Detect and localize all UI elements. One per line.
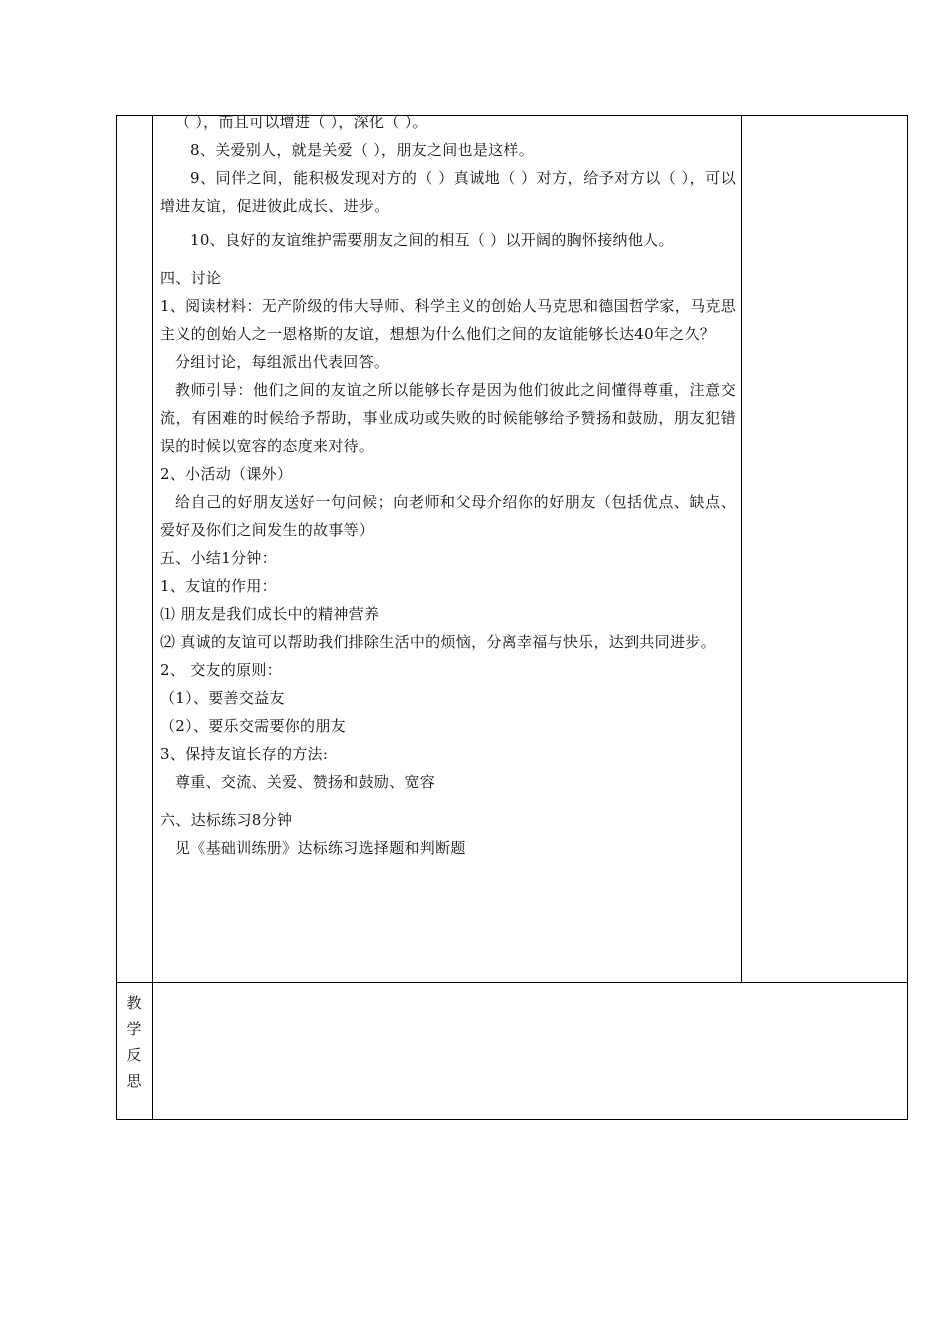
text-line: 9、同伴之间，能积极发现对方的（ ）真诚地（ ）对方，给予对方以（ ），可以增进友谊，促进彼此成长、进步。 bbox=[160, 169, 736, 215]
table-divider-left-column bbox=[152, 115, 153, 1120]
text-line: 3、保持友谊长存的方法: bbox=[160, 745, 329, 763]
table-border-bottom bbox=[116, 1119, 908, 1120]
table-row-divider bbox=[116, 982, 908, 983]
label-char: 学 bbox=[126, 1020, 142, 1038]
text-line: 2、 交友的原则： bbox=[160, 661, 283, 679]
label-char: 反 bbox=[126, 1046, 142, 1064]
text-line: 给自己的好朋友送好一句问候；向老师和父母介绍你的好朋友（包括优点、缺点、爱好及你们之间发生的故事等） bbox=[160, 493, 736, 539]
text-line: ⑵ 真诚的友谊可以帮助我们排除生活中的烦恼，分离幸福与快乐，达到共同进步。 bbox=[160, 633, 716, 651]
text-line: 10、良好的友谊维护需要朋友之间的相互（ ）以开阔的胸怀接纳他人。 bbox=[190, 231, 674, 249]
table-border-left bbox=[116, 115, 117, 1120]
section-heading: 五、小结1分钟： bbox=[160, 549, 277, 567]
text-line: （2）、要乐交需要你的朋友 bbox=[160, 717, 346, 735]
text-line: 1、友谊的作用： bbox=[160, 577, 277, 595]
text-line: （ ），而且可以增进（ ），深化（ ）。 bbox=[175, 113, 428, 131]
table-border-right bbox=[907, 115, 908, 1120]
text-line: （1）、要善交益友 bbox=[160, 689, 285, 707]
section-heading: 六、达标练习8分钟 bbox=[160, 811, 293, 829]
text-line: 2、小活动（课外） bbox=[160, 465, 293, 483]
table-divider-notes-column bbox=[741, 115, 742, 983]
text-line: 8、关爱别人，就是关爱（ ），朋友之间也是这样。 bbox=[190, 141, 535, 159]
text-line: ⑴ 朋友是我们成长中的精神营养 bbox=[160, 605, 380, 623]
text-line: 见《基础训练册》达标练习选择题和判断题 bbox=[175, 839, 466, 857]
label-char: 思 bbox=[126, 1072, 142, 1090]
text-line: 1、阅读材料：无产阶级的伟大导师、科学主义的创始人马克思和德国哲学家，马克思主义的创始人之一恩格斯的友谊，想想为什么他们之间的友谊能够长达40年之久？ bbox=[160, 297, 736, 343]
text-line: 教师引导：他们之间的友谊之所以能够长存是因为他们彼此之间懂得尊重，注意交流，有困难的时候给予帮助，事业成功或失败的时候能够给予赞扬和鼓励，朋友犯错误的时候以宽容的态度来对待。 bbox=[160, 381, 736, 455]
label-char: 教 bbox=[126, 994, 142, 1012]
section-heading: 四、讨论 bbox=[160, 269, 222, 287]
text-line: 尊重、交流、关爱、赞扬和鼓励、宽容 bbox=[175, 773, 436, 791]
text-line: 分组讨论，每组派出代表回答。 bbox=[175, 353, 390, 371]
teaching-reflection-label bbox=[117, 990, 151, 1094]
lesson-content bbox=[160, 108, 736, 862]
